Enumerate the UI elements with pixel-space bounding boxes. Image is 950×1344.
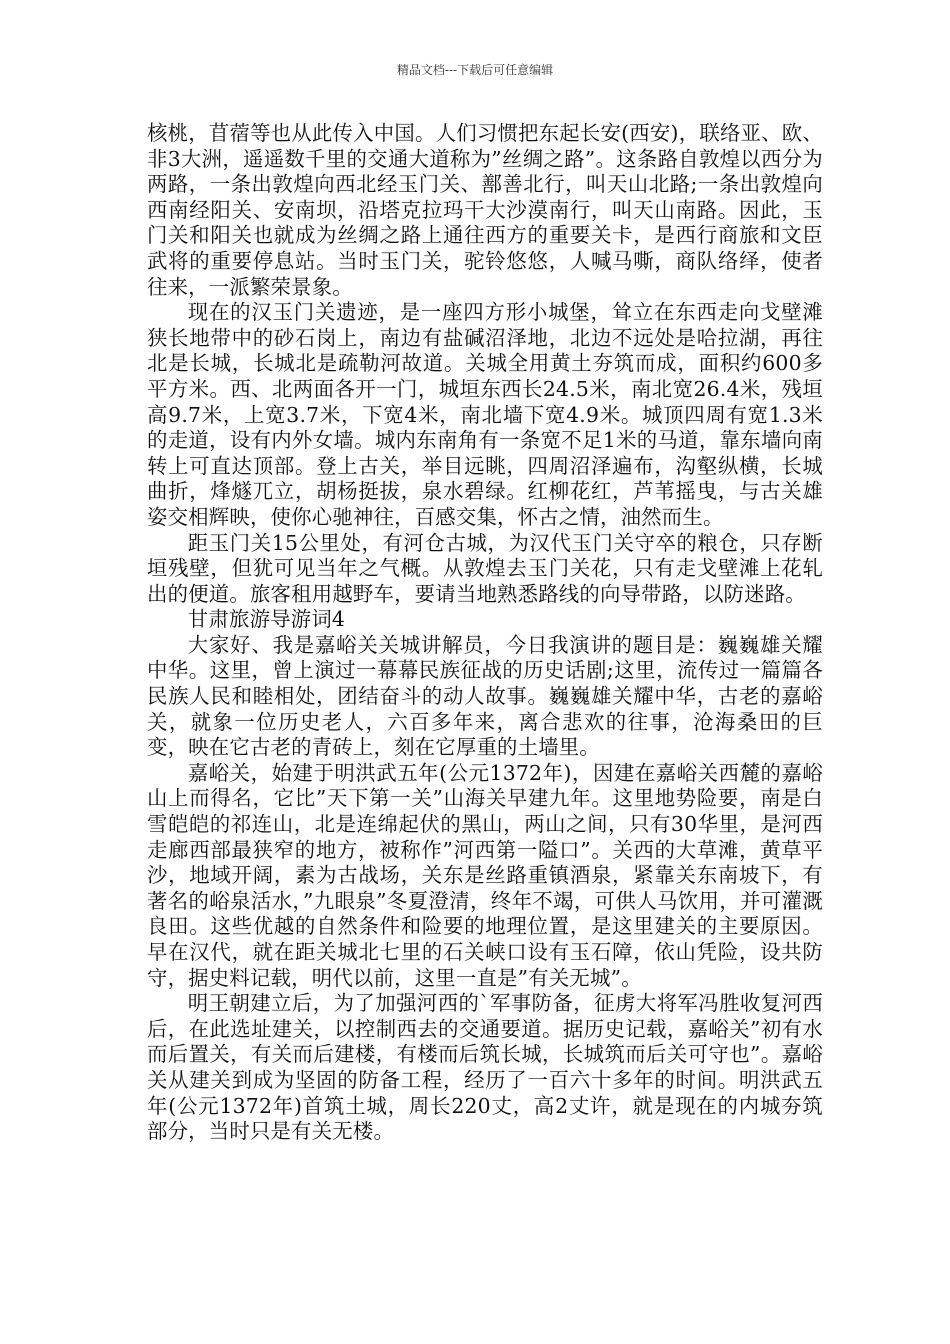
- paragraph-6: 明王朝建立后，为了加强河西的`军事防备，征虏大将军冯胜收复河西后，在此选址建关，以控制西去的交通要道。据历史记载，嘉峪关”初有水而后置关，有关而后建楼，有楼而后筑长城，长城筑而后关可守也”。嘉峪关从建关到成为坚固的防备工程，经历了一百六十多年的时间。明洪武五年(公元1372年)首筑土城，周长220丈，高2丈许，就是现在的内城夯筑部分，当时只是有关无楼。: [147, 991, 823, 1144]
- section-heading: 甘肃旅游导游词4: [187, 607, 346, 632]
- paragraph-2: 现在的汉玉门关遗迹，是一座四方形小城堡，耸立在东西走向戈壁滩狭长地带中的砂石岗上，南边有盐碱沼泽地，北边不远处是哈拉湖，再往北是长城，长城北是疏勒河故道。关城全用黄土夯筑而成，面积约600多平方米。西、北两面各开一门，城垣东西长24.5米，南北宽26.4米，残垣高9.7米，上宽3.7米，下宽4米，南北墙下宽4.9米。城顶四周有宽1.3米的走道，设有内外女墙。城内东南角有一条宽不足1米的马道，靠东墙向南转上可直达顶部。登上古关，举目远眺，四周沼泽遍布，沟壑纵横，长城曲折，烽燧兀立，胡杨挺拔，泉水碧绿。红柳花红，芦苇摇曳，与古关雄姿交相辉映，使你心驰神往，百感交集，怀古之情，油然而生。: [147, 300, 823, 529]
- paragraph-4: 大家好、我是嘉峪关关城讲解员，今日我演讲的题目是：巍巍雄关耀中华。这里，曾上演过一幕幕民族征战的历史话剧;这里，流传过一篇篇各民族人民和睦相处，团结奋斗的动人故事。巍巍雄关耀中华，古老的嘉峪关，就象一位历史老人，六百多年来，离合悲欢的往事，沧海桑田的巨变，映在它古老的青砖上，刻在它厚重的土墙里。: [147, 632, 823, 760]
- paragraph-5: 嘉峪关，始建于明洪武五年(公元1372年)，因建在嘉峪关西麓的嘉峪山上而得名，它比”天下第一关”山海关早建九年。这里地势险要，南是白雪皑皑的祁连山，北是连绵起伏的黑山，两山之间，只有30华里，是河西走廊西部最狭窄的地方，被称作”河西第一隘口”。关西的大草滩，黄草平沙，地域开阔，素为古战场，关东是丝路重镇酒泉，紧靠关东南坡下，有著名的峪泉活水，”九眼泉”冬夏澄清，终年不竭，可供人马饮用，并可灌溉良田。这些优越的自然条件和险要的地理位置，是这里建关的主要原因。早在汉代，就在距关城北七里的石关峡口设有玉石障，依山凭险，设共防守，据史料记载，明代以前，这里一直是”有关无城”。: [147, 760, 823, 990]
- paragraph-3: 距玉门关15公里处，有河仓古城，为汉代玉门关守卒的粮仓，只存断垣残壁，但犹可见当年之气概。从敦煌去玉门关花，只有走戈壁滩上花轧出的便道。旅客租用越野车，要请当地熟悉路线的向导带路，以防迷路。: [147, 530, 823, 606]
- paragraph-1: 核桃，苜蓿等也从此传入中国。人们习惯把东起长安(西安)，联络亚、欧、非3大洲，遥遥数千里的交通大道称为”丝绸之路”。这条路自敦煌以西分为两路，一条出敦煌向西北经玉门关、鄯善北行，叫天山北路;一条出敦煌向西南经阳关、安南坝，沿塔克拉玛干大沙漠南行，叫天山南路。因此，玉门关和阳关也就成为丝绸之路上通往西方的重要关卡，是西行商旅和文臣武将的重要停息站。当时玉门关，驼铃悠悠，人喊马嘶，商队络绎，使者往来，一派繁荣景象。: [147, 121, 823, 299]
- document-body: [147, 121, 823, 1145]
- page-header: 精品文档---下载后可任意编辑: [396, 63, 554, 77]
